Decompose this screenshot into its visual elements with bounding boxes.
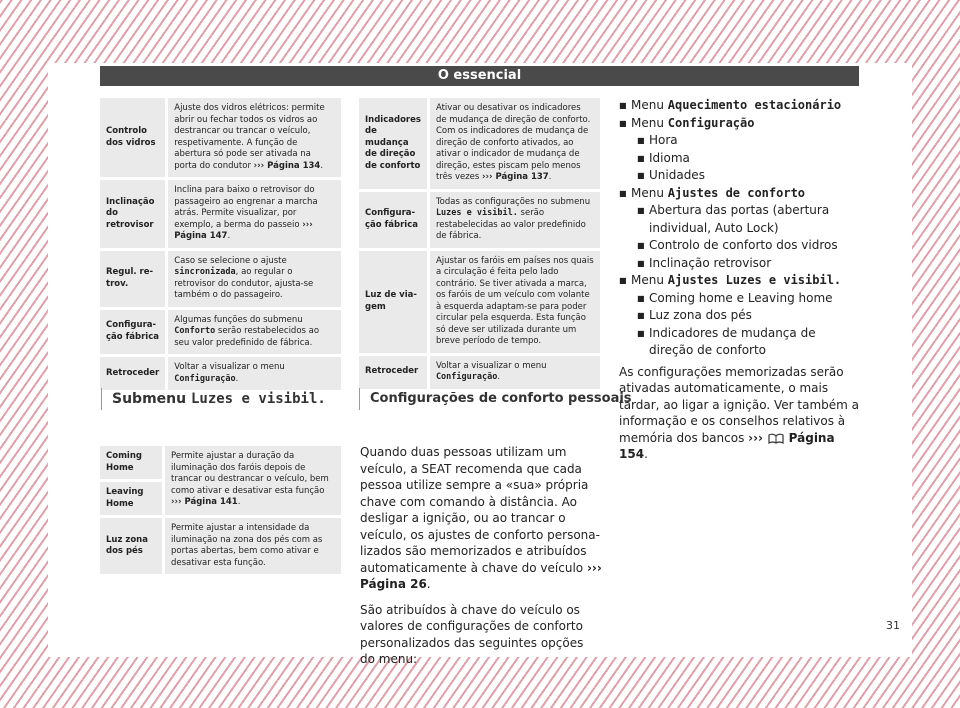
text-run: .: [320, 160, 324, 171]
text-run: Permite ajustar a duração da iluminação dos faróis depois de trancar ou destrancar o veículo, bem como ativar e desativar esta função: [171, 451, 329, 496]
text-run: Permite ajustar a intensidade da iluminação na zona dos pés com as portas abertas, bem como ativar e desativar esta função.: [171, 523, 323, 568]
text-run: .: [497, 372, 501, 382]
row-label: Coming Home: [100, 446, 165, 479]
menu-column: [619, 97, 859, 472]
table-row: [100, 446, 341, 479]
text-run: ››› Página 147: [174, 219, 313, 241]
row-description: [168, 310, 341, 355]
table-row: [359, 192, 600, 248]
closing-arrows: ›››: [748, 430, 763, 445]
text-run: .: [235, 373, 239, 384]
submenu-item: ■ Hora: [637, 132, 859, 150]
table-row: [359, 356, 600, 389]
submenu-item: ■ Idioma: [637, 150, 859, 168]
menu-name: Configuração: [667, 115, 755, 130]
row-description: [168, 357, 341, 390]
closing-text: As configurações memorizadas serão ativadas automaticamente, o mais tardar, ao ligar a ignição. Ver também a informação e os conselhos relativos à memória dos bancos: [619, 364, 859, 445]
text-run: Voltar a visualizar o menu: [174, 362, 285, 372]
row-label: Leaving Home: [100, 482, 165, 515]
text-run: Caso se selecione o ajuste: [174, 255, 287, 266]
text-run: , ao regular o retrovisor do condutor, ajusta-se também o do passageiro.: [174, 267, 314, 300]
submenu-item: ■ Luz zona dos pés: [637, 307, 859, 325]
row-description: [168, 251, 341, 307]
text-run: Conforto: [174, 326, 216, 336]
menu-list-item: [619, 97, 859, 115]
text-run: Ativar ou desativar os indicadores de mudança de direção de conforto. Com os indicadores de mudança de direção de conforto ativados, ao ativar o indicador de mudança de direção, estes piscam pelo menos três vezes: [435, 103, 591, 182]
table-row: [359, 251, 600, 353]
table-row: [100, 180, 341, 248]
section-prefix: Submenu: [112, 391, 191, 407]
table-row: [100, 357, 341, 390]
submenu-item: ■ Unidades: [637, 167, 859, 185]
text-run: .: [237, 497, 241, 507]
menu-list-item: [619, 185, 859, 273]
text-run: sincronizada: [174, 267, 236, 277]
submenu-item: ■ Inclinação retrovisor: [637, 255, 859, 273]
personal-comfort-text: [360, 444, 602, 677]
text-run: ››› Página 134: [253, 160, 321, 171]
row-description: [430, 356, 600, 389]
text-run: ››› Página 26: [360, 560, 602, 591]
book-icon: [767, 433, 785, 444]
closing-paragraph: [619, 364, 859, 463]
row-label: Luz zona dos pés: [100, 518, 165, 574]
page-number: 31: [886, 619, 900, 632]
comfort-settings-table: [100, 95, 341, 393]
text-run: Todas as configurações no submenu: [435, 196, 591, 207]
closing-end: .: [644, 447, 648, 461]
row-label: Regul. retrov.: [100, 251, 168, 307]
section-title-personal-comfort: Configurações de conforto pessoais: [359, 388, 632, 410]
table-row: [100, 310, 341, 355]
table-row: [100, 98, 341, 177]
text-run: Configuração: [174, 373, 236, 384]
row-description: [165, 446, 341, 515]
memorized-menu-list: [619, 97, 859, 360]
paragraph-keys: [360, 444, 602, 593]
row-description: [430, 251, 600, 353]
text-run: ››› Página 137: [482, 172, 549, 182]
row-label: Luz de viagem: [359, 251, 430, 353]
menu-prefix: Menu: [631, 115, 668, 130]
text-run: .: [426, 577, 431, 591]
text-run: Quando duas pessoas utilizam um veículo, a SEAT recomenda que cada pessoa utilize sempre a «sua» própria chave com comando à distância. Ao desligar a ignição, ou ao trancar o veículo, os ajustes de conforto personalizados são memorizados e atribuídos automaticamente à chave do veículo: [360, 445, 600, 575]
text-run: serão restabelecidas ao valor predefinido de fábrica.: [435, 208, 586, 241]
row-description: [168, 180, 341, 248]
row-description: [430, 192, 600, 248]
row-label: Retroceder: [359, 356, 430, 389]
row-description: [168, 98, 341, 177]
closing-page-ref: Página 154: [619, 430, 835, 461]
submenu-list: [631, 202, 859, 272]
paragraph-options: São atribuídos à chave do veículo os valores de configurações de conforto personalizados das seguintes opções do menu:: [360, 602, 584, 666]
lights-visibility-table: [100, 443, 341, 577]
text-run: .: [548, 172, 552, 182]
row-label: Configuração fábrica: [100, 310, 168, 355]
table-row: [100, 518, 341, 574]
text-run: Luzes e visibil.: [435, 208, 518, 218]
row-label: Controlo dos vidros: [100, 98, 168, 177]
row-description: [165, 518, 341, 574]
section-menu-name: Luzes e visibil.: [190, 391, 326, 407]
text-run: .: [227, 231, 231, 241]
text-run: ››› Página 141: [171, 497, 238, 507]
row-label: Inclinação do retrovisor: [100, 180, 168, 248]
text-run: serão restabelecidos ao seu valor predefinido de fábrica.: [174, 326, 320, 348]
row-label: Configuração fábrica: [359, 192, 430, 248]
submenu-list: [631, 132, 859, 185]
submenu-item: ■ Coming home e Leaving home: [637, 290, 859, 308]
menu-list-item: [619, 115, 859, 185]
menu-prefix: Menu: [631, 98, 668, 112]
text-run: Inclina para baixo o retrovisor do passageiro ao engrenar a marcha atrás. Permite visualizar, por exemplo, a berma do passeio: [174, 185, 318, 230]
text-run: Algumas funções do submenu: [174, 314, 303, 325]
section-title-lights: [101, 388, 326, 410]
text-run: Configuração: [435, 372, 498, 382]
submenu-item: ■ Abertura das portas (abertura individual, Auto Lock): [637, 202, 859, 237]
menu-list-item: [619, 272, 859, 360]
row-label: Retroceder: [100, 357, 168, 390]
table-row: [100, 251, 341, 307]
row-description: [430, 98, 600, 189]
chapter-header: O essencial: [100, 66, 859, 86]
menu-name: Aquecimento estacionário: [667, 98, 842, 112]
menu-prefix: Menu: [631, 185, 668, 200]
table-row: [359, 98, 600, 189]
menu-name: Ajustes Luzes e visibil.: [667, 273, 842, 287]
menu-name: Ajustes de conforto: [667, 185, 806, 200]
submenu-list: [631, 290, 859, 360]
row-label: Indicadores de mudança de direção de conforto: [359, 98, 430, 189]
menu-prefix: Menu: [631, 273, 668, 287]
submenu-item: ■ Controlo de conforto dos vidros: [637, 237, 859, 255]
submenu-item: ■ Indicadores de mudança de direção de conforto: [637, 325, 859, 360]
text-run: Ajuste dos vidros elétricos: permite abrir ou fechar todos os vidros ao destrancar ou trancar o veículo, respetivamente. A função de abertura só pode ser ativada na porta do condutor: [174, 103, 325, 171]
text-run: Voltar a visualizar o menu: [435, 360, 547, 371]
text-run: Ajustar os faróis em países nos quais a circulação é feita pelo lado contrário. Se tiver ativada a marca, os faróis de um veículo com volante à esquerda adaptam-se para poder circular pela esquerda. Esta função só deve ser utilizada durante um breve período de tempo.: [435, 255, 594, 346]
lights-visibility-table-continued: [359, 95, 600, 392]
